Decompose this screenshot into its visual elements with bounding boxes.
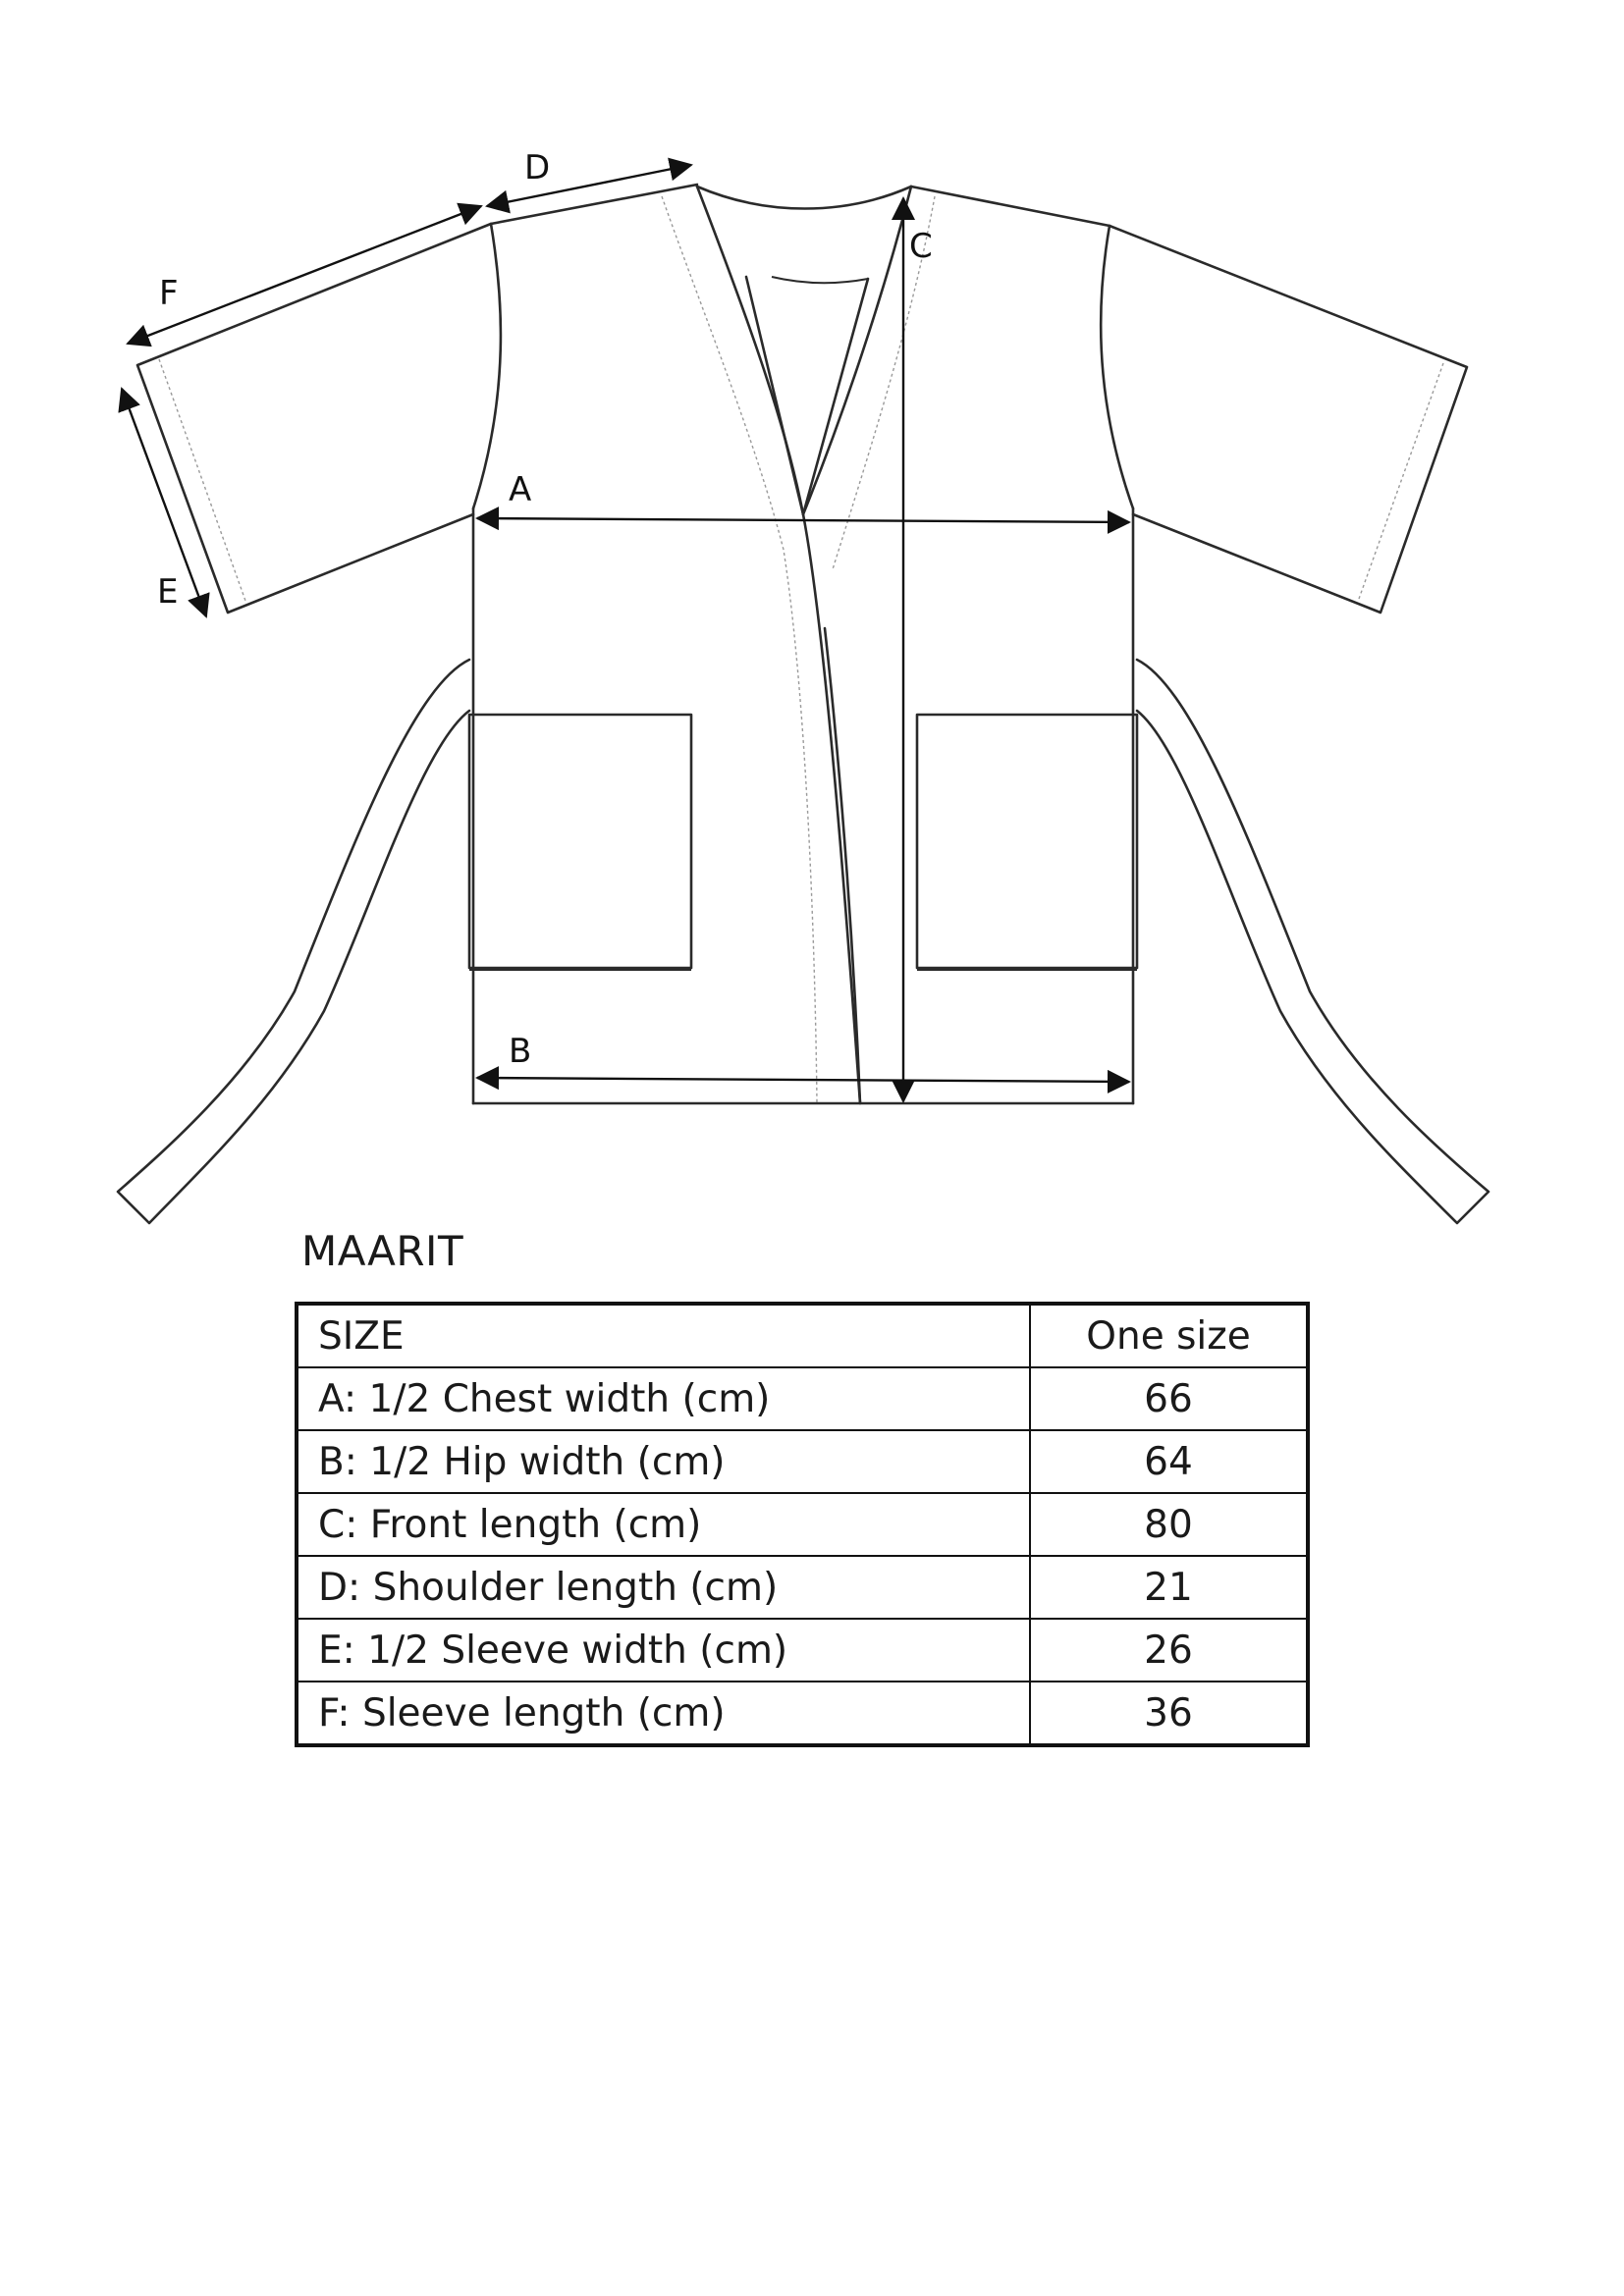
dimension-b-arrow (477, 1078, 1129, 1082)
measurement-value: 80 (1030, 1493, 1308, 1556)
measurement-value: 21 (1030, 1556, 1308, 1619)
right-front-band-outer (803, 187, 911, 514)
measurement-label: F: Sleeve length (cm) (297, 1682, 1030, 1745)
size-header-value: One size (1030, 1304, 1308, 1367)
measurement-label: D: Shoulder length (cm) (297, 1556, 1030, 1619)
dimension-f-arrow (128, 206, 481, 344)
left-front-band-inner (746, 277, 803, 514)
dimension-f-label: F (159, 274, 179, 313)
dimension-c-label: C (909, 227, 933, 266)
dimension-e-label: E (157, 572, 179, 612)
right-pocket (917, 715, 1137, 968)
measurement-value: 36 (1030, 1682, 1308, 1745)
right-front-band-inner (803, 279, 868, 514)
table-row (297, 1430, 1308, 1493)
right-armhole (1101, 226, 1133, 508)
right-sleeve (1110, 226, 1467, 613)
size-header-label: SIZE (297, 1304, 1030, 1367)
left-shoulder-line (491, 185, 697, 224)
inner-back-neck (772, 277, 868, 283)
dimension-d-label: D (524, 148, 551, 187)
right-sleeve-hem-stitch (1359, 363, 1443, 599)
size-chart-table (295, 1302, 1310, 1747)
measurement-label: E: 1/2 Sleeve width (cm) (297, 1619, 1030, 1682)
dimension-d-arrow (487, 165, 691, 206)
jacket-outline (118, 185, 1489, 1223)
dimension-a-label: A (509, 470, 532, 509)
left-armhole (473, 224, 501, 508)
measurement-value: 26 (1030, 1619, 1308, 1682)
table-row (297, 1493, 1308, 1556)
table-row (297, 1682, 1308, 1745)
measurement-label: B: 1/2 Hip width (cm) (297, 1430, 1030, 1493)
right-shoulder-line (911, 187, 1110, 226)
table-row (297, 1556, 1308, 1619)
measurement-value: 66 (1030, 1367, 1308, 1430)
left-front-band-outer (697, 187, 860, 1103)
dimension-arrows (122, 165, 1129, 1101)
measurement-value: 64 (1030, 1430, 1308, 1493)
measurement-label: C: Front length (cm) (297, 1493, 1030, 1556)
left-sleeve (137, 224, 491, 613)
table-header-row (297, 1304, 1308, 1367)
table-row (297, 1619, 1308, 1682)
measurement-label: A: 1/2 Chest width (cm) (297, 1367, 1030, 1430)
left-belt-tie (118, 660, 469, 1223)
left-sleeve-hem-stitch (159, 359, 245, 601)
table-row (297, 1367, 1308, 1430)
dimension-b-label: B (509, 1032, 532, 1071)
back-neckline (697, 187, 911, 209)
product-name: MAARIT (301, 1227, 464, 1275)
left-pocket (469, 715, 691, 968)
right-belt-tie (1137, 660, 1489, 1223)
